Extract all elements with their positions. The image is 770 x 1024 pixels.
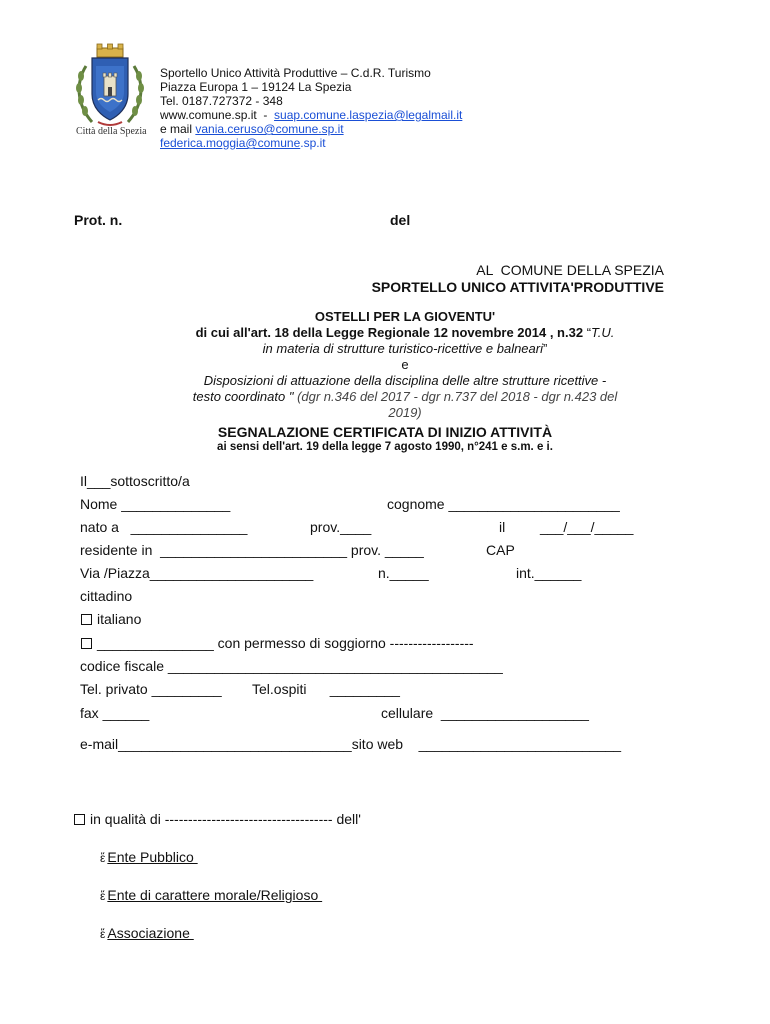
logo-caption: Città della Spezia (76, 126, 147, 137)
website-text: www.comune.sp.it - (160, 108, 275, 122)
scia-subtitle: ai sensi dell'art. 19 della legge 7 agosto 1990, n°241 e s.m. e i. (217, 441, 553, 453)
scia-title: SEGNALAZIONE CERTIFICATA DI INIZIO ATTIVITÀ (217, 424, 553, 440)
pec-email-link[interactable]: suap.comune.laspezia@legalmail.it (274, 108, 463, 122)
birth-date-label: il (499, 519, 506, 535)
private-phone-field[interactable]: Tel. privato _________ (80, 681, 222, 697)
email-link-moggia[interactable]: federica.moggia@comune (160, 136, 301, 150)
entity-option-association[interactable]: ἕ Associazione (100, 925, 194, 941)
office-web-line (160, 108, 462, 122)
municipal-coat-of-arms (72, 42, 148, 138)
bullet-icon: ἕ (100, 927, 106, 941)
protocol-date-label: del (390, 212, 411, 228)
residence-field[interactable]: residente in ________________________ prov. _____ (80, 542, 424, 558)
citizenship-label: cittadino (80, 588, 133, 604)
subject-dispositions-1: Disposizioni di attuazione della disciplina delle altre strutture ricettive - (203, 373, 607, 388)
guest-phone-field[interactable]: Tel.ospiti _________ (252, 681, 400, 697)
birth-date-field[interactable]: ___/___/_____ (540, 519, 634, 535)
subject-dispositions-2: testo coordinato " (dgr n.346 del 2017 - dgr n.737 del 2018 - dgr n.423 del (192, 389, 618, 404)
office-email-line (160, 122, 462, 136)
email-link-ceruso[interactable]: vania.ceruso@comune.sp.it (195, 122, 344, 136)
interior-field[interactable]: int.______ (516, 565, 582, 581)
mobile-field[interactable]: cellulare ___________________ (381, 705, 589, 721)
capacity-checkbox[interactable] (74, 814, 85, 825)
surname-field[interactable]: cognome ______________________ (387, 496, 620, 512)
cap-label: CAP (486, 542, 515, 558)
recipient-office: SPORTELLO UNICO ATTIVITA'PRODUTTIVE (371, 279, 664, 295)
residence-permit-checkbox[interactable] (81, 638, 92, 649)
protocol-number-label: Prot. n. (74, 212, 123, 228)
subject-block (150, 309, 660, 421)
street-field[interactable]: Via /Piazza_____________________ (80, 565, 314, 581)
undersigned-field[interactable]: Il___sottoscritto/a (80, 473, 190, 489)
birth-province-field[interactable]: prov.____ (310, 519, 372, 535)
capacity-option[interactable]: in qualità di ------------------------------------ dell' (74, 811, 361, 827)
subject-dispositions-3: 2019) (388, 405, 422, 420)
office-email-line-2 (160, 136, 462, 150)
bullet-icon: ἕ (100, 851, 106, 865)
subject-title: OSTELLI PER LA GIOVENTU' (314, 309, 496, 324)
birthplace-field[interactable]: nato a _______________ (80, 519, 248, 535)
residence-permit-option[interactable]: _______________ con permesso di soggiorno ------------------ (81, 635, 474, 651)
office-address: Piazza Europa 1 – 19124 La Spezia (160, 80, 352, 94)
name-field[interactable]: Nome ______________ (80, 496, 231, 512)
italian-option[interactable]: italiano (81, 611, 141, 627)
italian-checkbox[interactable] (81, 614, 92, 625)
recipient-municipality: AL COMUNE DELLA SPEZIA (476, 262, 664, 278)
subject-law-line: di cui all'art. 18 della Legge Regionale 12 novembre 2014 , n.32 “T.U. (195, 325, 615, 340)
fax-field[interactable]: fax ______ (80, 705, 150, 721)
email-prefix: e mail (160, 122, 196, 136)
subject-conjunction: e (401, 357, 409, 372)
entity-option-public[interactable]: ἕ Ente Pubblico (100, 849, 198, 865)
email-link-tail: .sp.it (300, 136, 326, 150)
street-number-field[interactable]: n._____ (378, 565, 429, 581)
bullet-icon: ἕ (100, 889, 106, 903)
office-phone: Tel. 0187.727372 - 348 (160, 94, 283, 108)
tax-code-field[interactable]: codice fiscale ___________________________________________ (80, 658, 503, 674)
office-name: Sportello Unico Attività Produttive – C.d.R. Turismo (160, 66, 431, 80)
subject-law-line-2: in materia di strutture turistico-ricettive e balneari” (262, 341, 548, 356)
office-header (160, 66, 462, 150)
entity-option-religious[interactable]: ἕ Ente di carattere morale/Religioso (100, 887, 323, 903)
email-website-field[interactable]: e-mail______________________________sito web __________________________ (80, 736, 622, 752)
